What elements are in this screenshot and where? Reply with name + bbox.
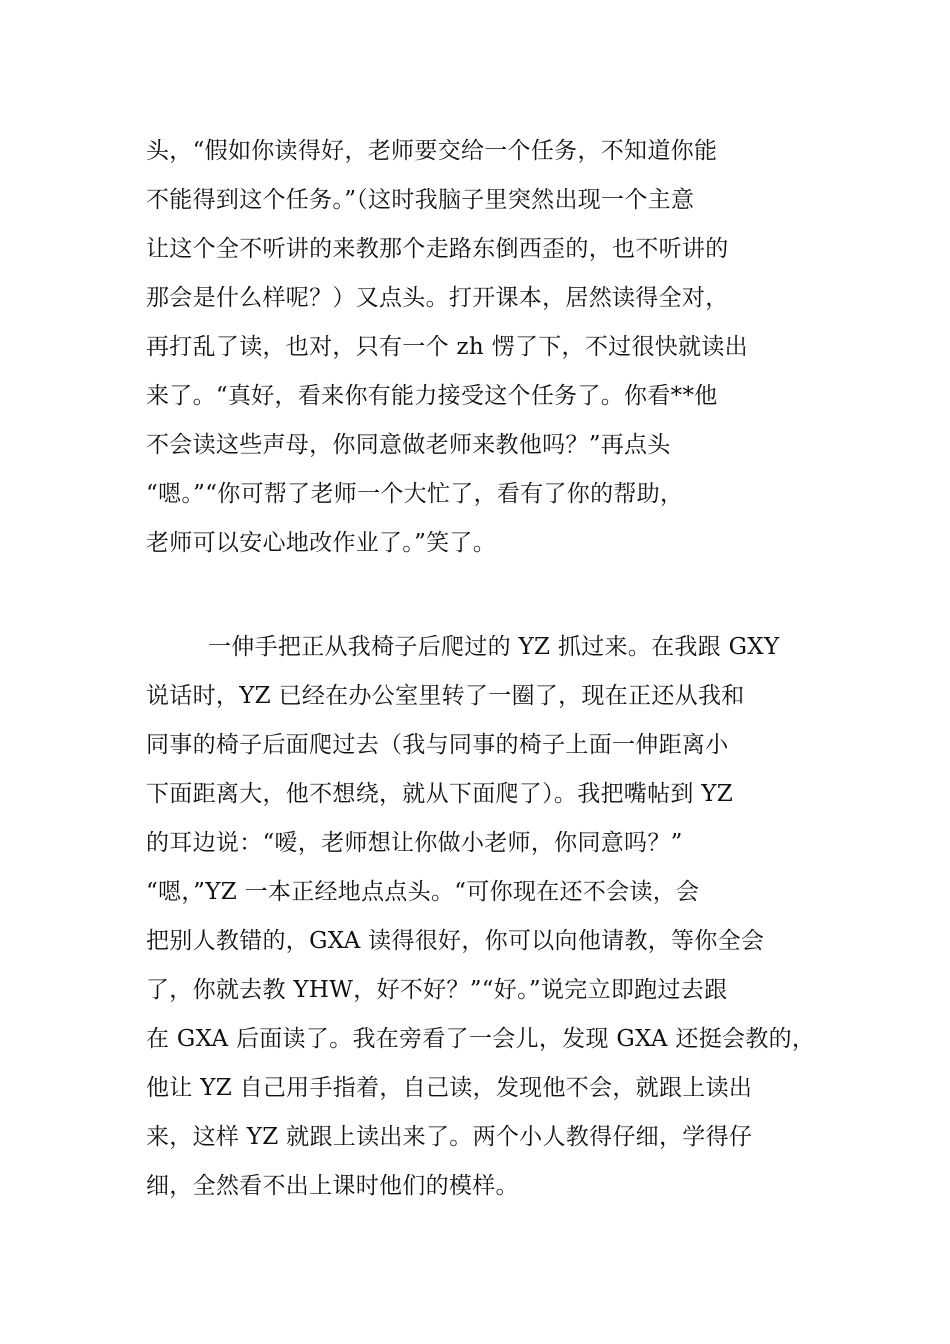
text-line: 再打乱了读，也对，只有一个 zh 愣了下，不过很快就读出 (146, 334, 748, 360)
text-line: 不能得到这个任务。”（这时我脑子里突然出现一个主意 (146, 187, 695, 213)
text-line: 同事的椅子后面爬过去（我与同事的椅子上面一伸距离小 (146, 732, 729, 758)
text-line: 把别人教错的，GXA 读得很好，你可以向他请教，等你全会 (146, 928, 765, 954)
text-line: 那会是什么样呢？）又点头。打开课本，居然读得全对， (146, 285, 729, 311)
text-line: 来了。“真好，看来你有能力接受这个任务了。你看**他 (146, 383, 718, 409)
text-line: 老师可以安心地改作业了。”笑了。 (146, 530, 497, 556)
text-line: 在 GXA 后面读了。我在旁看了一会儿，发现 GXA 还挺会教的， (146, 1026, 816, 1052)
text-line: 了，你就去教 YHW，好不好？”“好。”说完立即跑过去跟 (146, 977, 728, 1003)
text-line: 不会读这些声母，你同意做老师来教他吗？”再点头 (146, 432, 671, 458)
text-line: 下面距离大，他不想绕，就从下面爬了）。我把嘴帖到 YZ (146, 781, 734, 807)
text-line: 让这个全不听讲的来教那个走路东倒西歪的，也不听讲的 (146, 236, 729, 262)
text-line: 来，这样 YZ 就跟上读出来了。两个小人教得仔细，学得仔 (146, 1124, 753, 1150)
paragraph-2 (146, 623, 816, 1211)
paragraph-1 (146, 127, 816, 568)
text-line: 他让 YZ 自己用手指着，自己读，发现他不会，就跟上读出 (146, 1075, 753, 1101)
text-line: 头，“假如你读得好，老师要交给一个任务，不知道你能 (146, 138, 718, 164)
text-line: 的耳边说：“嗳，老师想让你做小老师，你同意吗？” (146, 830, 683, 856)
text-line: 细，全然看不出上课时他们的模样。 (146, 1173, 519, 1199)
text-line-indented: 一伸手把正从我椅子后爬过的 YZ 抓过来。在我跟 GXY (208, 634, 780, 660)
text-line: “嗯。”“你可帮了老师一个大忙了，看有了你的帮助， (146, 481, 684, 507)
text-line: 说话时，YZ 已经在办公室里转了一圈了，现在正还从我和 (146, 683, 745, 709)
text-line: “嗯，”YZ 一本正经地点点头。“可你现在还不会读，会 (146, 879, 700, 905)
